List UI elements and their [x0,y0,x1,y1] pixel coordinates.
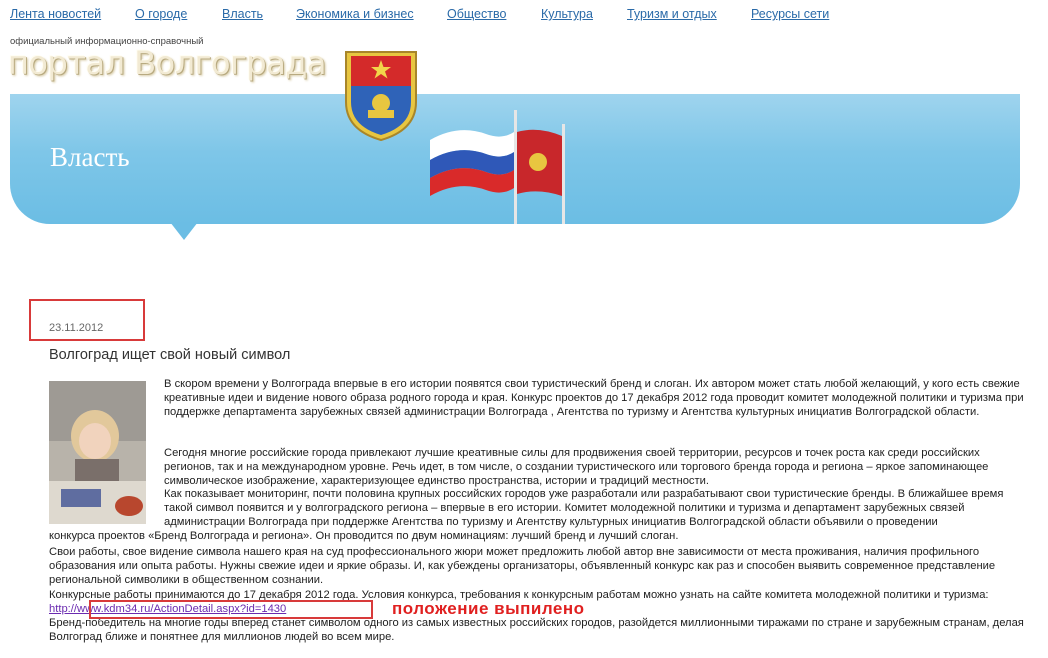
competition-link[interactable]: http://www.kdm34.ru/ActionDetail.aspx?id=1430 [49,602,287,615]
article-date: 23.11.2012 [49,322,104,334]
annotation-text: положение выпилено [392,599,585,618]
article-paragraph-3-continued: конкурса проектов «Бренд Волгограда и региона». Он проводится по двум номинациям: лучший бренд и лучший слоган. [49,530,679,542]
nav-link-culture[interactable]: Культура [541,7,593,21]
article-paragraph-4: Свои работы, свое видение символа нашего края на суд профессионального жюри может предложить любой автор вне зависимости от места проживания, наличия профильного образования или опыта работы. Нужны свежие идеи и яркие образы. И, как убеждены организаторы, объявленный конкурс как раз и способен выявить современное представление региональной символики в общественном сознании. [49,546,996,586]
article-paragraph-5-text: Конкурсные работы принимаются до 17 декабря 2012 года. Условия конкурса, требования к конкурсным работам можно узнать на сайте комитета молодежной политики и туризма: [49,589,989,601]
banner-pointer [170,222,198,240]
nav-link-government[interactable]: Власть [222,7,264,21]
nav-link-about-city[interactable]: О городе [135,7,188,21]
link-highlight-box [89,600,373,619]
date-highlight-box [29,299,145,341]
article-paragraph-1: В скором времени у Волгограда впервые в его истории появятся свои туристический бренд и слоган. Их автором может стать любой желающий, у кого есть свежие креативные идеи и видение нового образа родного города и края. Конкурс проектов до 17 декабря 2012 года проводит комитет молодежной политики и туризма при поддержке департамента зарубежных связей администрации Волгограда , Агентства по туризму и Агентства культурных инициатив Волгоградской области. [164,378,1024,418]
flags-icon [428,106,578,224]
article-paragraph-2: Сегодня многие российские города привлекают лучшие креативные силы для продвижения своей территории, ресурсов и точек роста как среди российских регионов, так и на международном уровне. Речь идет, в том числе, о создании туристического или торгового бренда города и региона – яркое запоминающее символическое изображение, характеризующее единство пространства, истории и традиций местности. [164,447,989,487]
article-title: Волгоград ищет свой новый символ [49,347,291,363]
portal-subtitle: официальный информационно-справочный [10,36,204,47]
article-paragraph-3: Как показывает мониторинг, почти половина крупных российских городов уже разработали или разрабатывают свои туристические бренды. В ближайшее время такой символ появится и у волгоградского региона – впервые в его истории. Комитет молодежной политики и туризма и департамент зарубежных связей администрации Волгограда при поддержке Агентства по туризму и Агентству культурных инициатив Волгоградской области объявили о проведении [164,488,1004,528]
nav-link-tourism[interactable]: Туризм и отдых [627,7,717,21]
nav-link-society[interactable]: Общество [447,7,507,21]
nav-link-economy[interactable]: Экономика и бизнес [296,7,414,21]
article-paragraph-6: Бренд-победитель на многие годы вперед станет символом одного из самых известных российских городов, разойдется миллионными тиражами по стране и зарубежным странам, делая Волгоград ближе и понятнее для миллионов людей во всем мире. [49,617,1024,643]
volgograd-crest-icon [342,46,420,142]
article-photo [49,381,146,524]
portal-logo-text[interactable]: портал Волгограда [8,44,327,82]
banner-title: Власть [50,142,130,172]
nav-link-web-resources[interactable]: Ресурсы сети [751,7,830,21]
nav-link-news-feed[interactable]: Лента новостей [10,7,102,21]
